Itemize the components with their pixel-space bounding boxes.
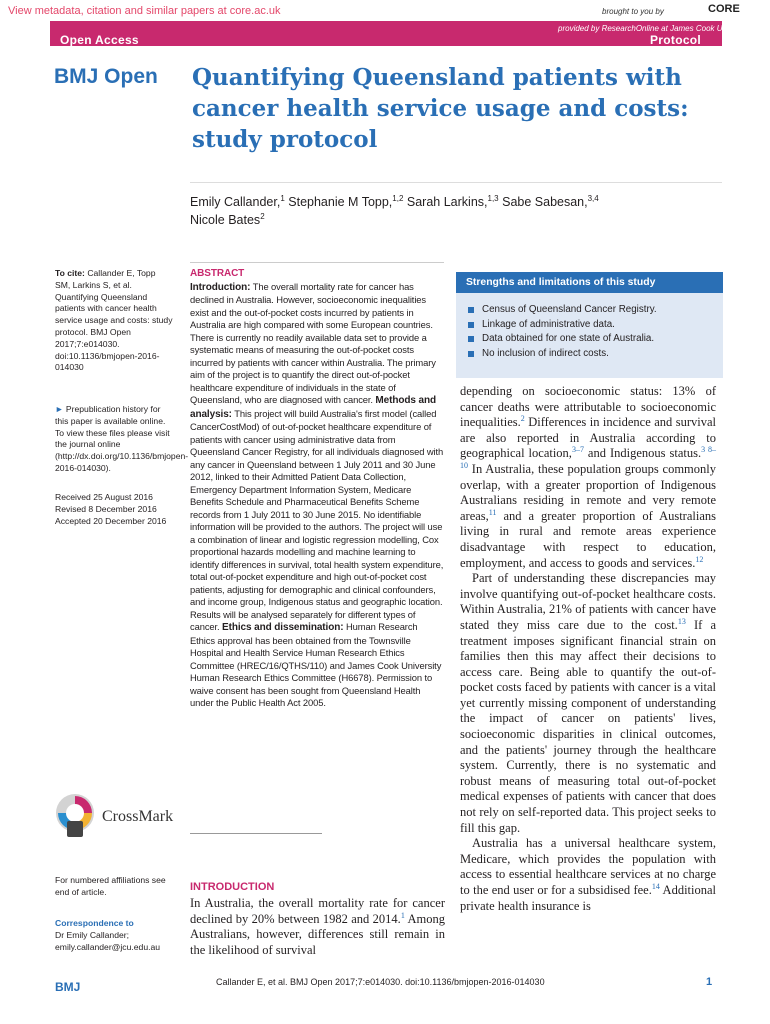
paragraph: depending on socioeconomic status: 13% of cancer deaths were attributable to socioeconomic inequalities.$^2$ Differences in incidence and survival are also reported in Australia according to geographical location,$^{3-7}$ and Indigenous status.$^{3 8-10}$ In Australia, these population groups commonly overlap, with a greater proportion of Indigenous Australians residing in remote and very remote areas,$^{11}$ and a greater proportion of Australians living in rural and remote areas experience disadvantage with respect to education, employment, and access to goods and services.$^{12}$ [460, 384, 716, 570]
provided-by-text[interactable]: provided by ResearchOnline at James Cook University [558, 24, 752, 33]
paragraph: Part of understanding these discrepancies may involve quantifying out-of-pocket healthcare costs. Within Australia, 21% of patients with cancer have stated they miss care due to the cost.$^{13}$ If a treatment imposes significant financial strain on families then this may affect their decisions to access care. Being able to quantify the out-of-pocket costs faced by patients with cancer is a vital yet currently missing component of understanding the impact of cancer on patients' lives, socioeconomic disparities in clinical outcomes, and the patients' journey through the healthcare system. Currently, there is no systematic and robust means of measuring total out-of-pocket medical expenses of patients with cancer that does not rely on self-reported data. This project seeks to fill this gap. [460, 571, 716, 835]
intro-sentence: In Australia, the overall mortality rate for cancer declined by 20% between 1982 and 2014. [190, 896, 445, 926]
crossmark-label: CrossMark [102, 808, 174, 825]
cite-text: Callander E, Topp SM, Larkins S, et al. Quantifying Queensland patients with cancer health service usage and costs: study protocol. BMJ Open 2017;7:e014030. doi:10.1136/bmjopen-2016-014030 [55, 268, 173, 373]
introduction-heading: INTRODUCTION [190, 881, 275, 893]
page-number: 1 [706, 976, 713, 988]
author-list [190, 193, 710, 229]
author-name: Emily Callander, [190, 195, 281, 209]
accepted-date: Accepted 20 December 2016 [55, 515, 167, 526]
cite-label: To cite: [55, 268, 85, 278]
author-affiliation: 1,3 [487, 193, 499, 203]
reference-link[interactable]: 14 [651, 881, 660, 891]
prepublication-note[interactable] [55, 404, 189, 475]
footer-citation: Callander E, et al. BMJ Open 2017;7:e014030. doi:10.1136/bmjopen-2016-014030 [216, 977, 545, 987]
abstract-methods-text: This project will build Australia's first model (called CancerCostMod) of out-of-pocket healthcare expenditure of patients with cancer using administrative data from Queensland Cancer Registry, for all individuals diagnosed with any cancer in Queensland between 1 July 2011 and 30 June 2012, linked to their Admitted Patient Data Collection, Emergency Department Information System, Medicare Benefits Schedule and Pharmaceutical Benefits Scheme records from 1 July 2011 to 30 June 2015. No identifiable information will be provided to the authors. The project will use a combination of linear and logistic regression modelling, Cox proportional hazards modelling and machine learning to identify differences in survival, total health system expenditure, total out-of-pocket expenditure and high out-of-pocket cost patients, adjusting for demographic and clinical confounders, and income group, Indigenous status and geographic location. Results will be analysed separately for different types of cancer. [190, 407, 444, 632]
author-affiliation: 1,2 [392, 193, 404, 203]
crossmark-icon [55, 793, 95, 839]
abstract-ethics-label: Ethics and dissemination: [222, 622, 344, 633]
abstract-intro-text: The overall mortality rate for cancer has declined in Australia. However, socioeconomic inequalities exist and the out-of-pocket costs incurred by patients in Australia are high compared with some European countries. There is currently no readily available data set to provide a systematic means of measuring the out-of-pocket costs incurred by patients with cancer within Australia. The primary aim of the project is to quantify the direct out-of-pocket healthcare expenditure of individuals in the state of Queensland, who are diagnosed with cancer. [190, 280, 436, 405]
body-text [460, 384, 716, 914]
core-metadata-link[interactable]: View metadata, citation and similar papers at core.ac.uk [8, 5, 281, 17]
divider [190, 182, 722, 183]
intro-sentence: Among Australians, however, differences still remain in the likelihood of survival [190, 911, 445, 958]
correspondence-block [55, 918, 175, 953]
reference-link[interactable]: 12 [695, 554, 704, 564]
list-item: No inclusion of indirect costs. [468, 347, 718, 362]
reference-link[interactable]: 13 [677, 616, 686, 626]
triangle-icon: ► [55, 404, 64, 414]
abstract-intro-label: Introduction: [190, 281, 251, 293]
abstract [190, 268, 444, 710]
corr-email[interactable]: emily.callander@jcu.edu.au [55, 941, 161, 952]
core-logo[interactable]: CORE [708, 3, 740, 15]
open-access-label: Open Access [60, 33, 139, 47]
author-name: Nicole Bates [190, 213, 261, 227]
list-item: Linkage of administrative data. [468, 318, 718, 333]
abstract-heading: ABSTRACT [190, 268, 245, 279]
paragraph: Australia has a universal healthcare system, Medicare, which provides the population with access to essential healthcare services at no charge to the end user or for a subsidised fee.$^{14}$ Additional private health insurance is [460, 836, 717, 913]
introduction-text [190, 896, 445, 959]
reference-link[interactable]: 3–7 [571, 445, 584, 455]
reference-link[interactable]: 3 8–10 [460, 445, 716, 470]
prepub-text: Prepublication history for this paper is available online. To view these files please visit the journal online (http://dx.doi.org/10.1136/bmjopen-2016-014030). [55, 404, 189, 473]
reference-link[interactable]: 11 [488, 507, 497, 517]
author-name: Sarah Larkins, [406, 195, 488, 209]
reference-link[interactable]: 2 [520, 414, 525, 424]
corr-label: Correspondence to [55, 918, 134, 928]
author-name: Sabe Sabesan, [502, 195, 588, 209]
crossmark-badge[interactable] [55, 793, 185, 843]
article-title: Quantifying Queensland patients with cancer health service usage and costs: study protocol [192, 64, 689, 153]
revised-date: Revised 8 December 2016 [55, 503, 157, 514]
divider [190, 262, 444, 263]
citation-block [55, 268, 173, 374]
divider [190, 833, 322, 834]
list-item: Census of Queensland Cancer Registry. [468, 303, 718, 318]
corr-name: Dr Emily Callander; [55, 929, 130, 940]
journal-name: BMJ Open [54, 65, 158, 88]
reference-link[interactable]: 1 [400, 910, 405, 920]
author-name: Stephanie M Topp, [288, 195, 393, 209]
bmj-logo: BMJ [55, 980, 81, 994]
protocol-label: Protocol [650, 33, 702, 47]
affiliations-note: For numbered affiliations see end of article. [55, 875, 166, 897]
list-item: Data obtained for one state of Australia. [468, 332, 718, 347]
core-brought-text: brought to you by [602, 7, 664, 16]
abstract-methods-label: Methods and analysis: [190, 395, 436, 420]
received-date: Received 25 August 2016 [55, 492, 153, 502]
strengths-box-title: Strengths and limitations of this study [466, 277, 656, 288]
strengths-list [468, 303, 718, 361]
author-affiliation: 1 [280, 193, 285, 203]
author-affiliation: 3,4 [587, 193, 599, 203]
date-history [55, 492, 180, 527]
author-affiliation: 2 [260, 211, 265, 221]
abstract-ethics-text: Human Research Ethics approval has been obtained from the Townsville Hospital and Health Service Human Research Ethics Committee (HREC/16/QTHS/110) and James Cook University Human Research Ethics Committee (H6678). Permission to waive consent has been sought from Queensland Health under the Public Health Act 2005. [190, 621, 442, 708]
